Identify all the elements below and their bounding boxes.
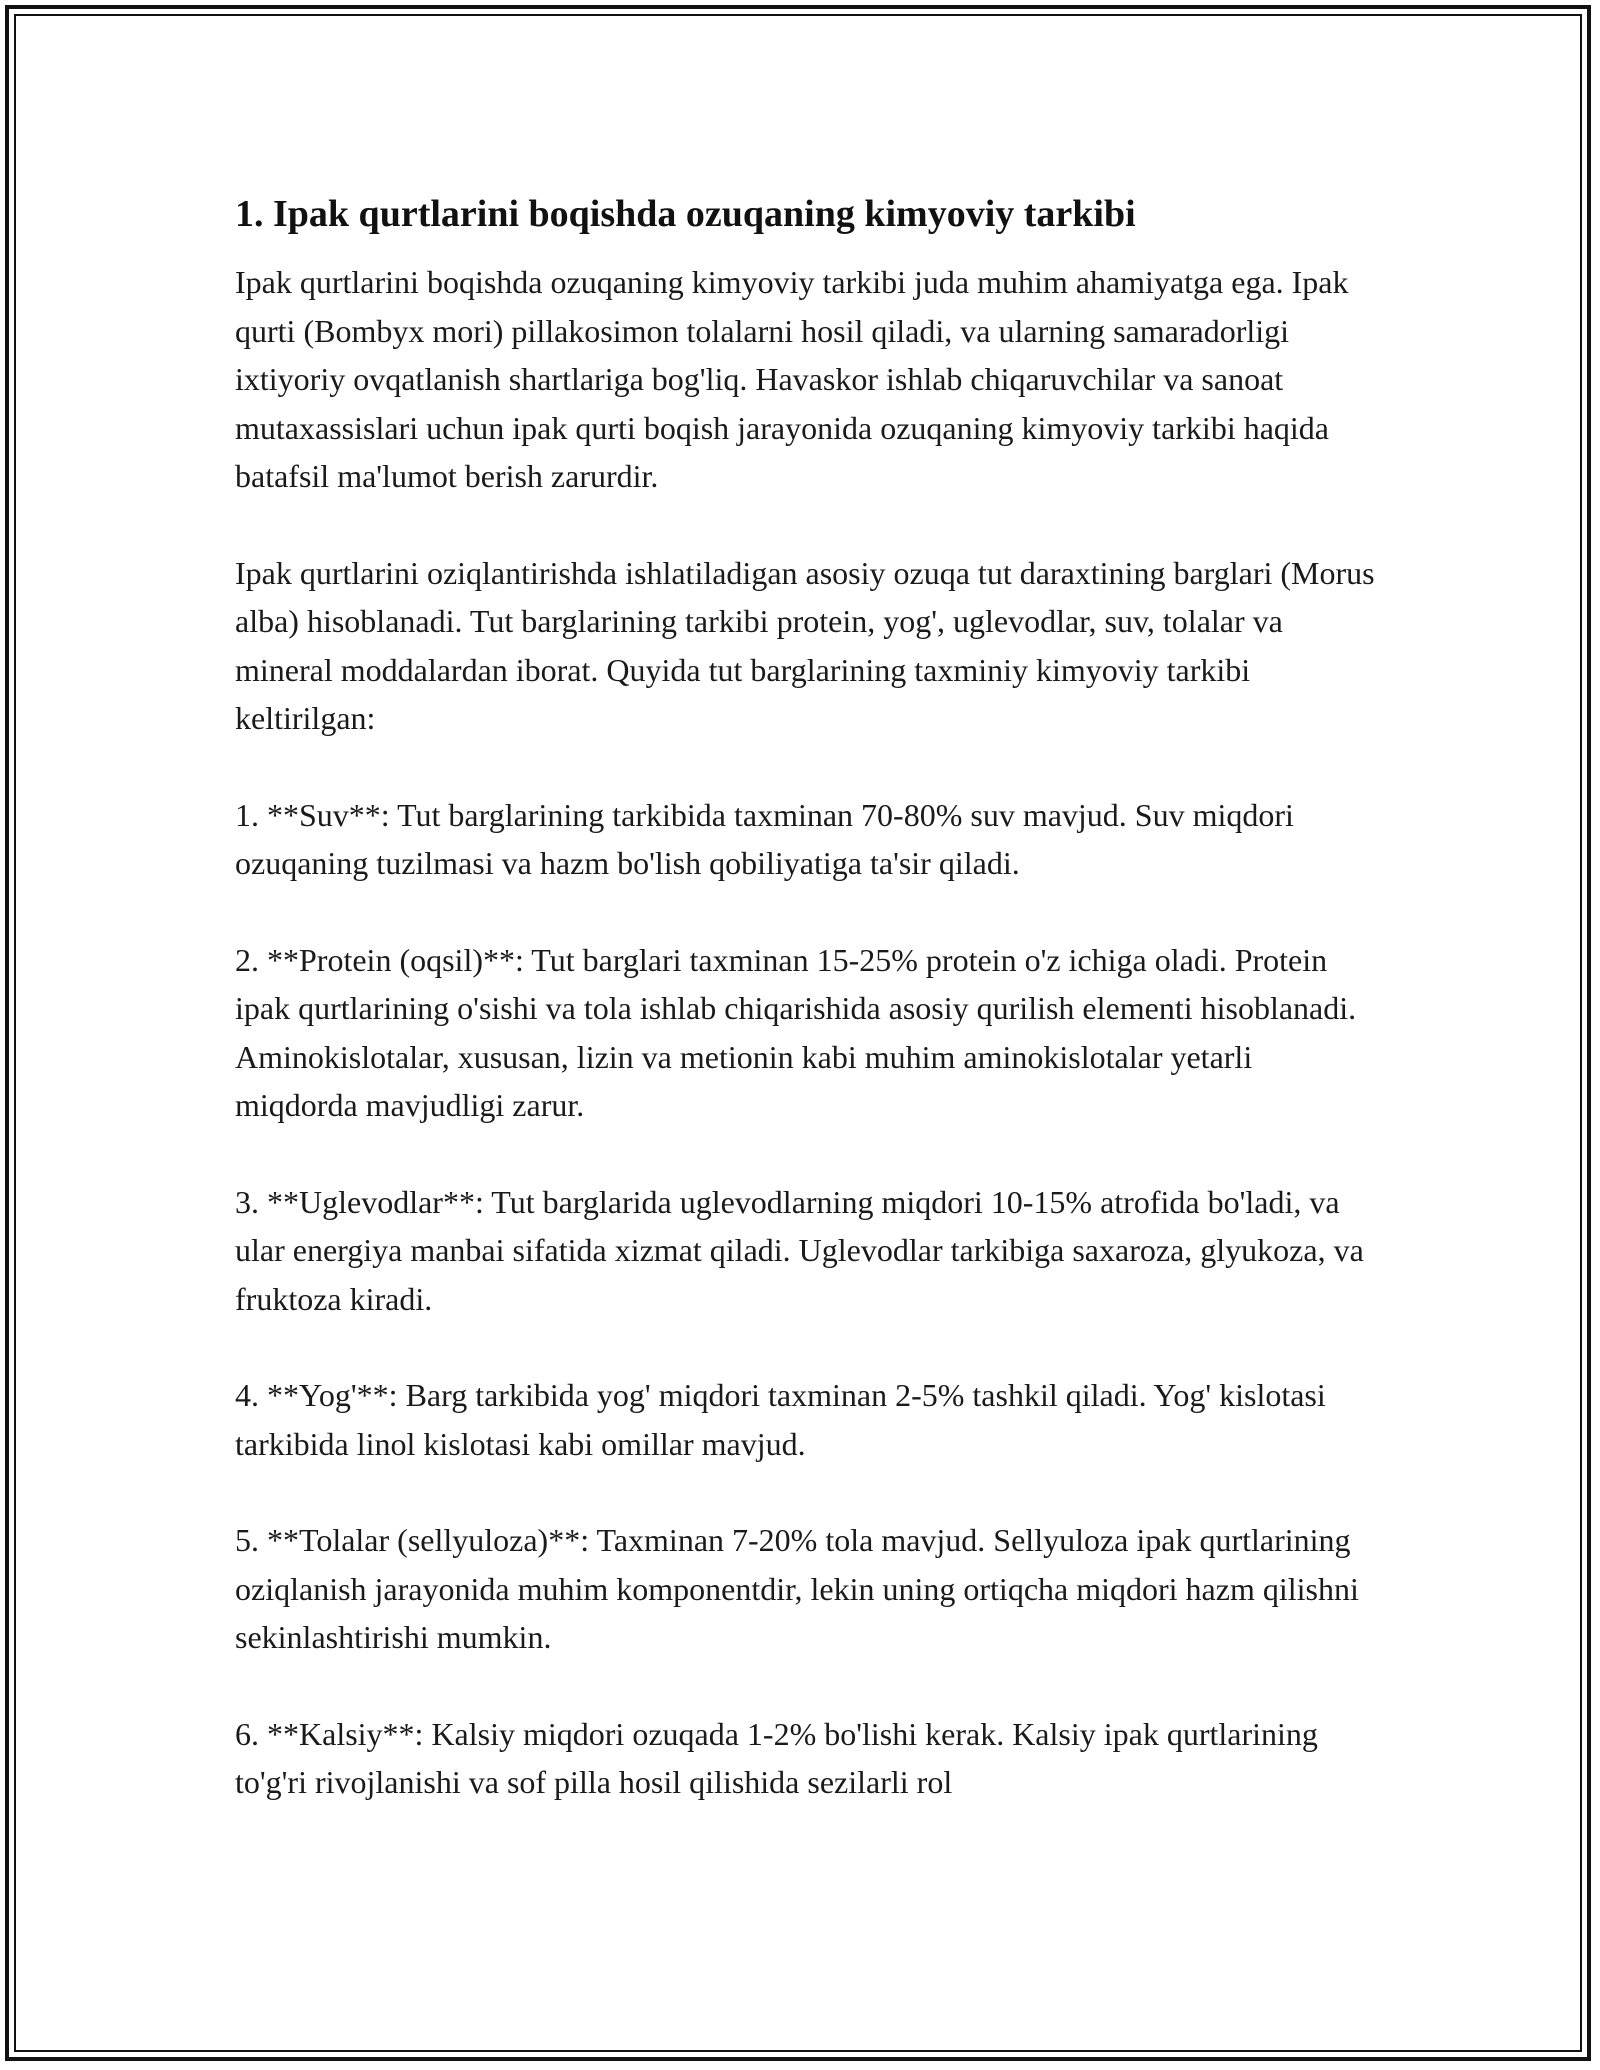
- list-item-water: 1. **Suv**: Tut barglarining tarkibida taxminan 70-80% suv mavjud. Suv miqdori ozuqaning tuzilmasi va hazm bo'lish qobiliyatiga ta'sir qiladi.: [235, 796, 1294, 881]
- list-item-calcium: 6. **Kalsiy**: Kalsiy miqdori ozuqada 1-2% bo'lishi kerak. Kalsiy ipak qurtlarining to'g'ri rivojlanishi va sof pilla hosil qilishida sezilarli rol: [235, 1715, 1318, 1800]
- paragraph-main-food: Ipak qurtlarini oziqlantirishda ishlatiladigan asosiy ozuqa tut daraxtining barglari (Morus alba) hisoblanadi. Tut barglarining tarkibi protein, yog', uglevodlar, suv, tolalar va mineral moddalardan iborat. Quyida tut barglarining taxminiy kimyoviy tarkibi keltirilgan:: [235, 554, 1375, 736]
- list-item-carbohydrates: 3. **Uglevodlar**: Tut barglarida uglevodlarning miqdori 10-15% atrofida bo'ladi, va ular energiya manbai sifatida xizmat qiladi. Uglevodlar tarkibiga saxaroza, glyukoza, va fruktoza kiradi.: [235, 1183, 1364, 1317]
- paragraph-intro: Ipak qurtlarini boqishda ozuqaning kimyoviy tarkibi juda muhim ahamiyatga ega. Ipak qurti (Bombyx mori) pillakosimon tolalarni hosil qiladi, va ularning samaradorligi ixtiyoriy ovqatlanish shartlariga bog'liq. Havaskor ishlab chiqaruvchilar va sanoat mutaxassislari uchun ipak qurti boqish jarayonida ozuqaning kimyoviy tarkibi haqida batafsil ma'lumot berish zarurdir.: [235, 264, 1349, 494]
- list-item-protein: 2. **Protein (oqsil)**: Tut barglari taxminan 15-25% protein o'z ichiga oladi. Protein ipak qurtlarining o'sishi va tola ishlab chiqarishida asosiy qurilish elementi hisoblanadi. Aminokislotalar, xususan, lizin va metionin kabi muhim aminokislotalar yetarli miqdorda mavjudligi zarur.: [235, 941, 1357, 1123]
- document-body: [235, 188, 1375, 1855]
- list-item-fiber: 5. **Tolalar (sellyuloza)**: Taxminan 7-20% tola mavjud. Sellyuloza ipak qurtlarining oziqlanish jarayonida muhim komponentdir, lekin uning ortiqcha miqdori hazm qilishni sekinlashtirishi mumkin.: [235, 1522, 1359, 1655]
- section-heading: 1. Ipak qurtlarini boqishda ozuqaning kimyoviy tarkibi: [235, 193, 1136, 235]
- list-item-fat: 4. **Yog'**: Barg tarkibida yog' miqdori taxminan 2-5% tashkil qiladi. Yog' kislotasi tarkibida linol kislotasi kabi omillar mavjud.: [235, 1377, 1326, 1462]
